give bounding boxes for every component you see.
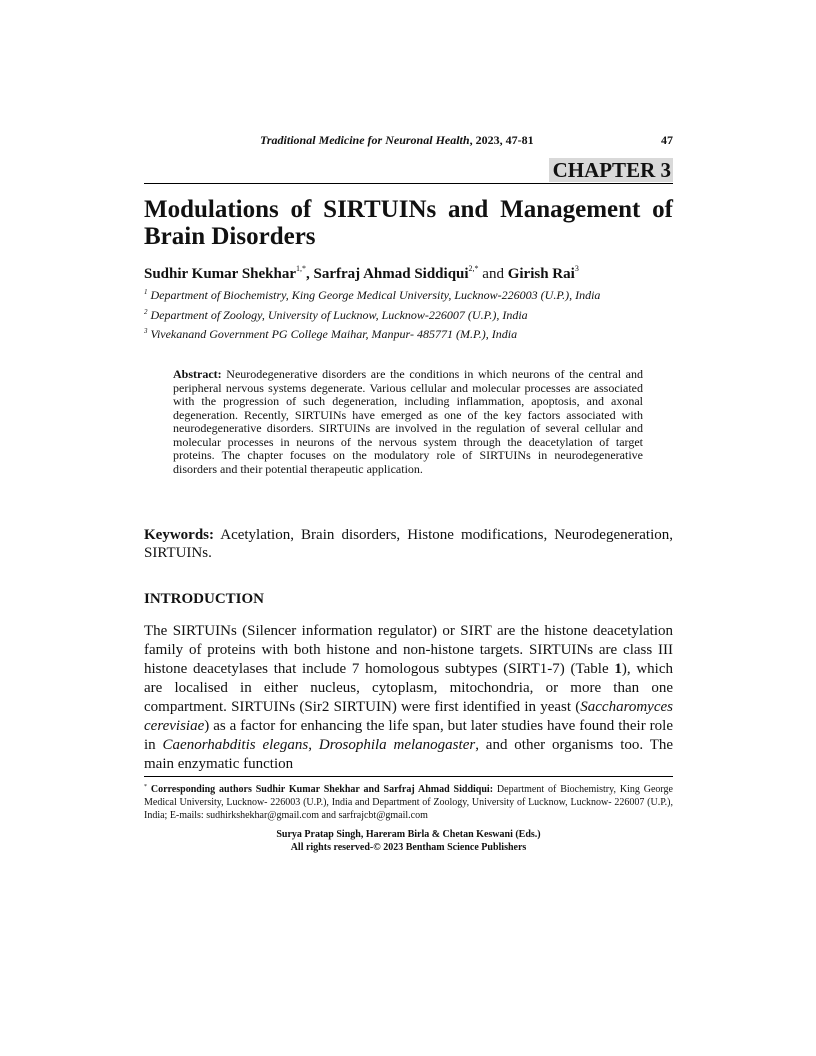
author-line: Sudhir Kumar Shekhar$^{1,*}$, Sarfraj Ahmad Siddiqui$^{2,*}$ and Girish Rai$^3$	[144, 264, 579, 282]
page-number: 47	[661, 133, 673, 147]
editors-line: Surya Pratap Singh, Hareram Birla & Chetan Keswani (Eds.)	[276, 829, 541, 840]
footnote-text: Department of Biochemistry, King George Medical University, Lucknow- 226003 (U.P.), India and Department of Zoology, University of Lucknow, Lucknow- 226007 (U.P.), India; E-mails: sudhirkshekhar@gmail.com and sarfrajcbt@gmail.com	[144, 784, 673, 821]
abstract-label: Abstract:	[173, 367, 222, 381]
species-name: Caenorhabditis elegans	[162, 737, 309, 753]
rights-line: All rights reserved-© 2023 Bentham Science Publishers	[290, 842, 527, 853]
author-sup: 3	[574, 264, 579, 273]
keywords-label: Keywords:	[144, 527, 214, 543]
footnote: * Corresponding authors Sudhir Kumar Shekhar and Sarfraj Ahmad Siddiqui: Department of Biochemistry, King George Medical University, Lucknow- 226003 (U.P.), India and Department of Zoology, University of Lucknow, Lucknow- 226007 (U.P.), India; E-mails: sudhirkshekhar@gmail.com and sarfrajcbt@gmail.com	[144, 784, 673, 821]
affiliation: $^2$ Department of Zoology, University of Lucknow, Lucknow-226007 (U.P.), India	[144, 308, 528, 322]
affiliation: $^1$ Department of Biochemistry, King George Medical University, Lucknow-226003 (U.P.), India	[144, 288, 601, 302]
abstract	[173, 368, 643, 476]
author-sup: 2,*	[468, 264, 479, 273]
footnote-rule	[144, 776, 673, 777]
affiliation: $^3$ Vivekanand Government PG College Maihar, Manpur- 485771 (M.P.), India	[144, 327, 518, 341]
footnote-label: Corresponding authors Sudhir Kumar Shekhar and Sarfraj Ahmad Siddiqui:	[147, 784, 494, 795]
author-name: Sudhir Kumar Shekhar	[144, 266, 296, 282]
section-heading: INTRODUCTION	[144, 591, 265, 607]
chapter-title: Modulations of SIRTUINs and Management of Brain Disorders	[144, 196, 673, 250]
author-sup: 1,*	[296, 264, 306, 273]
keywords	[144, 526, 673, 562]
author-name: Girish Rai	[507, 266, 575, 282]
table-reference: 1	[614, 661, 622, 677]
chapter-rule	[144, 183, 673, 184]
keywords-text: Acetylation, Brain disorders, Histone modifications, Neurodegeneration, SIRTUINs.	[144, 527, 673, 561]
running-head-journal: Traditional Medicine for Neuronal Health, 2023, 47-81	[260, 133, 534, 147]
species-name: Saccharomyces cerevisiae	[144, 699, 673, 734]
publisher-info	[144, 828, 673, 854]
introduction-paragraph: The SIRTUINs (Silencer information regulator) or SIRT are the histone deacetylation family of proteins with both histone and non-histone targets. SIRTUINs are class III histone deacetylases that include 7 homologous subtypes (SIRT1-7) (Table 1), which are localised in either nucleus, cytoplasm, mitochondria, or more than one compartment. SIRTUINs (Sir2 SIRTUIN) were first identified in yeast (Saccharomyces cerevisiae) as a factor for enhancing the life span, but later studies have found their role in Caenorhabditis elegans, Drosophila melanogaster, and other organisms too. The main enzymatic function	[144, 623, 674, 772]
species-name: Drosophila melanogaster	[318, 737, 476, 753]
abstract-text: Neurodegenerative disorders are the conditions in which neurons of the central and peripheral nervous systems degenerate. Various cellular and molecular processes are associated with the progression of such degeneration, including inflammation, apoptosis, and axonal degeneration. Recently, SIRTUINs have emerged as one of the key factors associated with neurodegenerative disorders. SIRTUINs are involved in the regulation of several cellular and molecular processes in neurons of the nervous system through the deacetylation of target proteins. The chapter focuses on the modulatory role of SIRTUINs in neurodegenerative disorders and their potential therapeutic application.	[173, 367, 643, 476]
author-name: Sarfraj Ahmad Siddiqui	[313, 266, 469, 282]
chapter-label: CHAPTER 3	[549, 158, 673, 182]
